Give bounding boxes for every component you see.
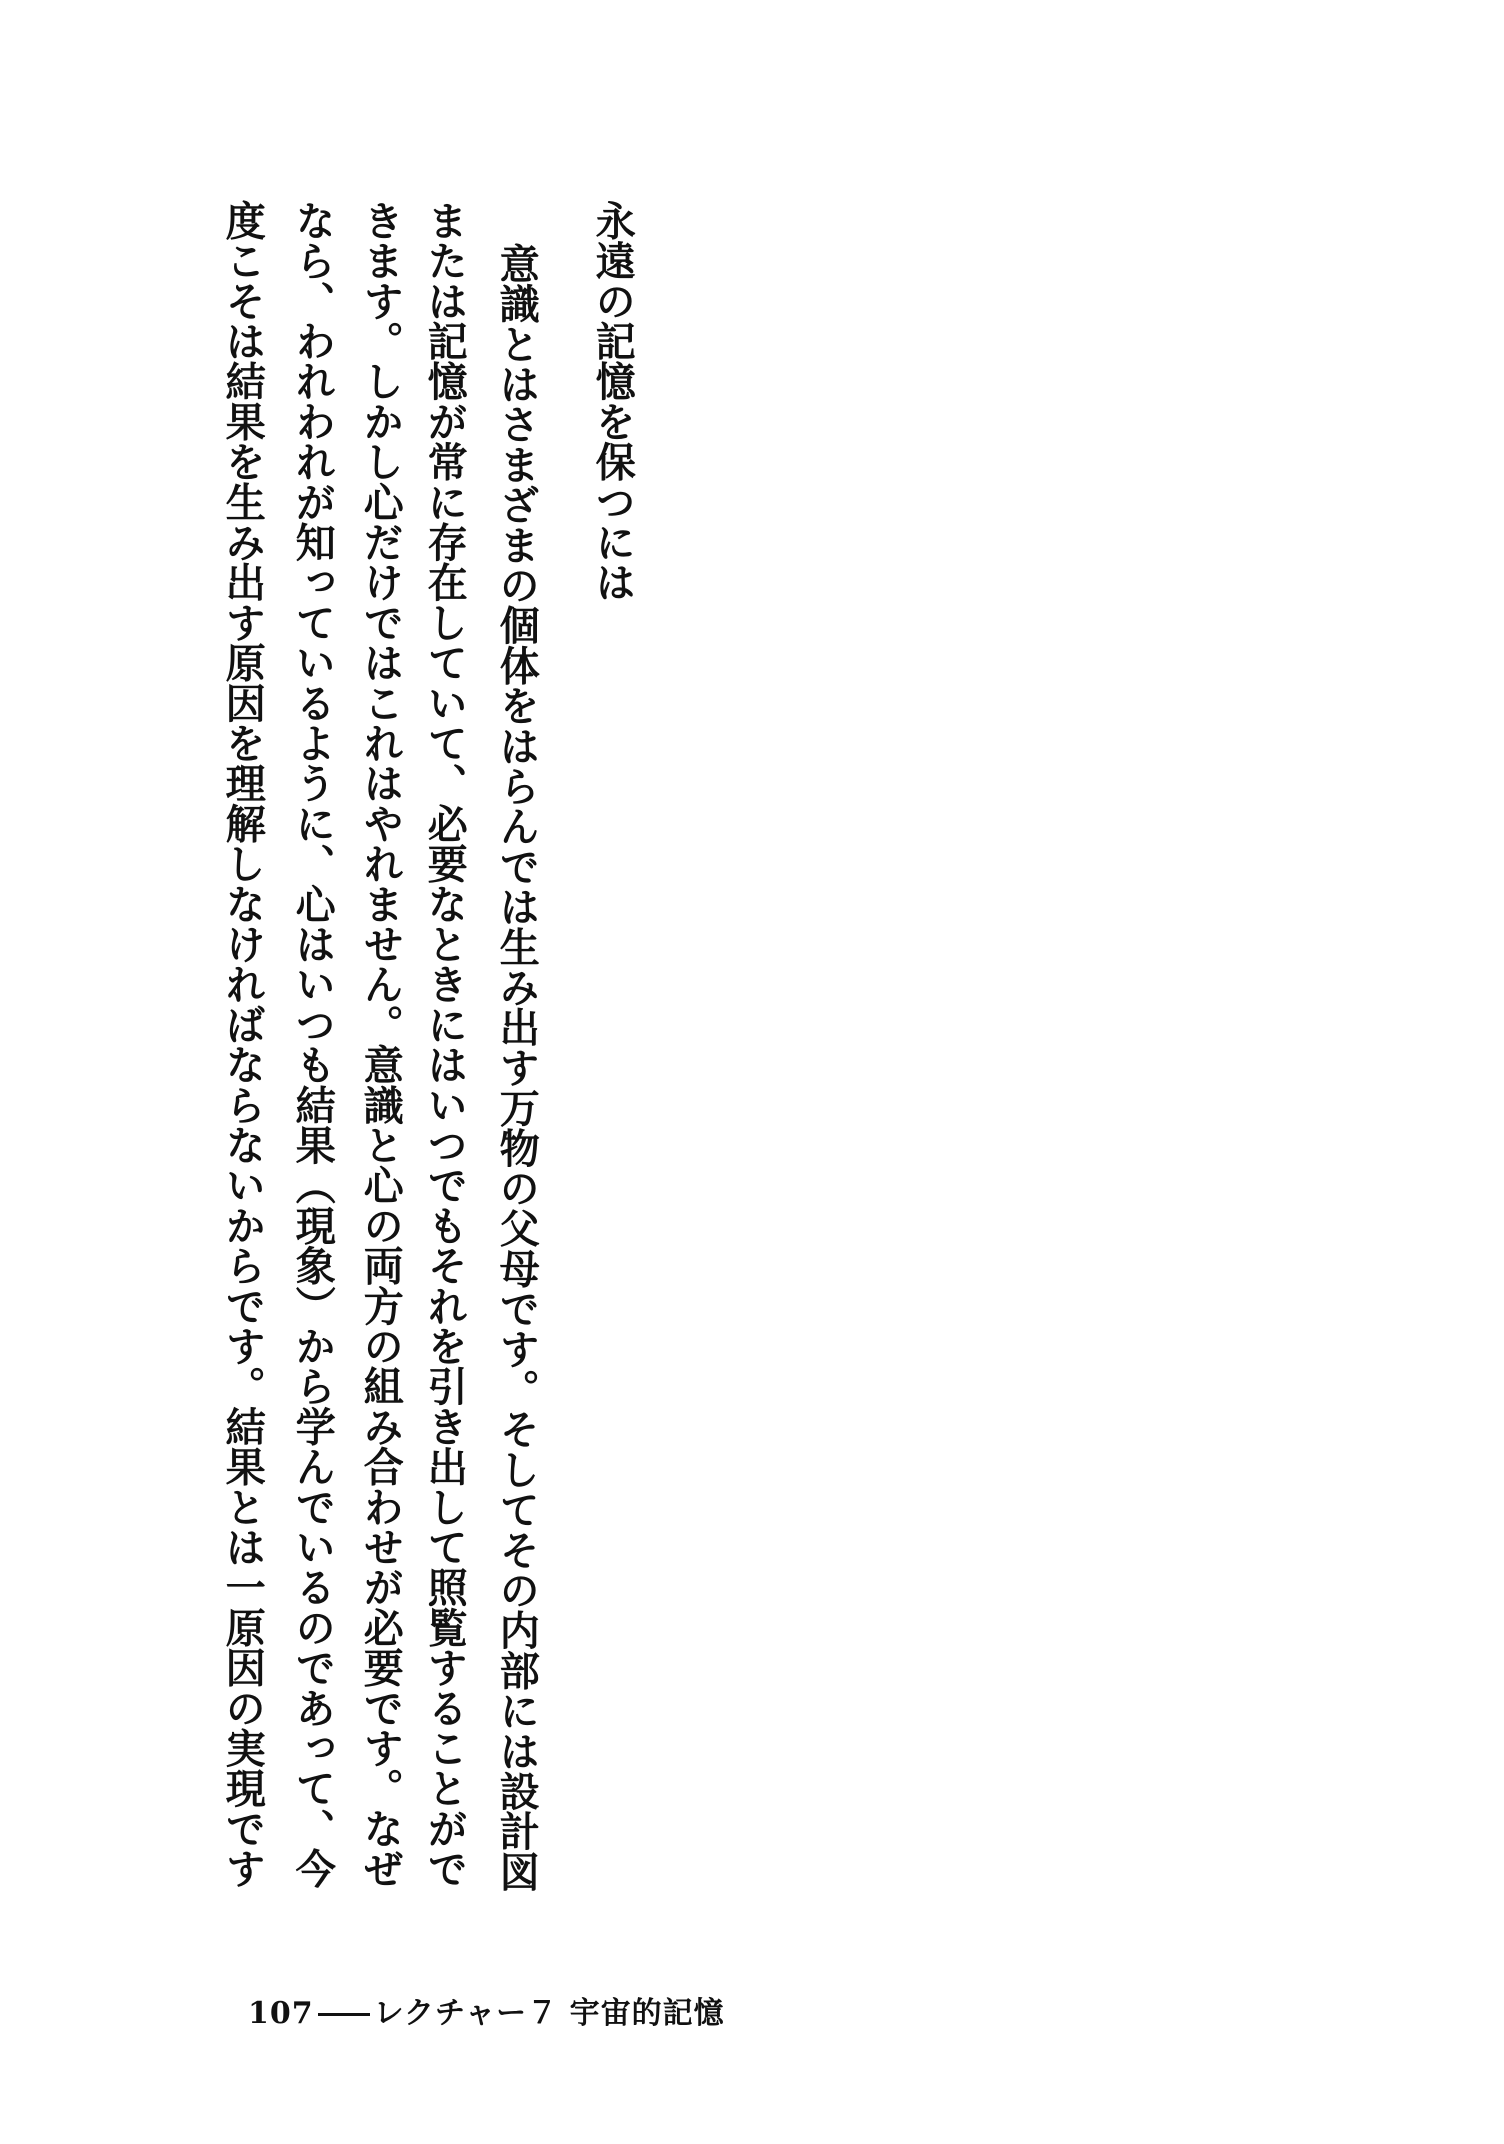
body-text-column-2: または記憶が常に存在していて、必要なときにはいつでもそれを引き出して照覧することがで <box>421 200 468 1889</box>
body-text-column-5: 度こそは結果を生み出す原因を理解しなければならないからです。結果とは一原因の実現です <box>219 200 266 1889</box>
footer-dash-divider <box>318 2013 370 2016</box>
page-number: 107 <box>248 1996 314 2031</box>
body-text-column-1: 意識とはさまざまの個体をはらんでは生み出す万物の父母です。そしてその内部には設計図 <box>493 243 540 1892</box>
body-text-column-4: なら、われわれが知っているように、心はいつも結果（現象）から学んでいるのであって、今 <box>289 200 336 1889</box>
body-text-column-3: きます。しかし心だけではこれはやれません。意識と心の両方の組み合わせが必要です。なぜ <box>357 200 404 1889</box>
page-footer <box>248 1988 725 2032</box>
section-heading: 永遠の記憶を保つには <box>589 200 636 602</box>
running-title: レクチャー７ 宇宙的記憶 <box>373 1996 725 2031</box>
